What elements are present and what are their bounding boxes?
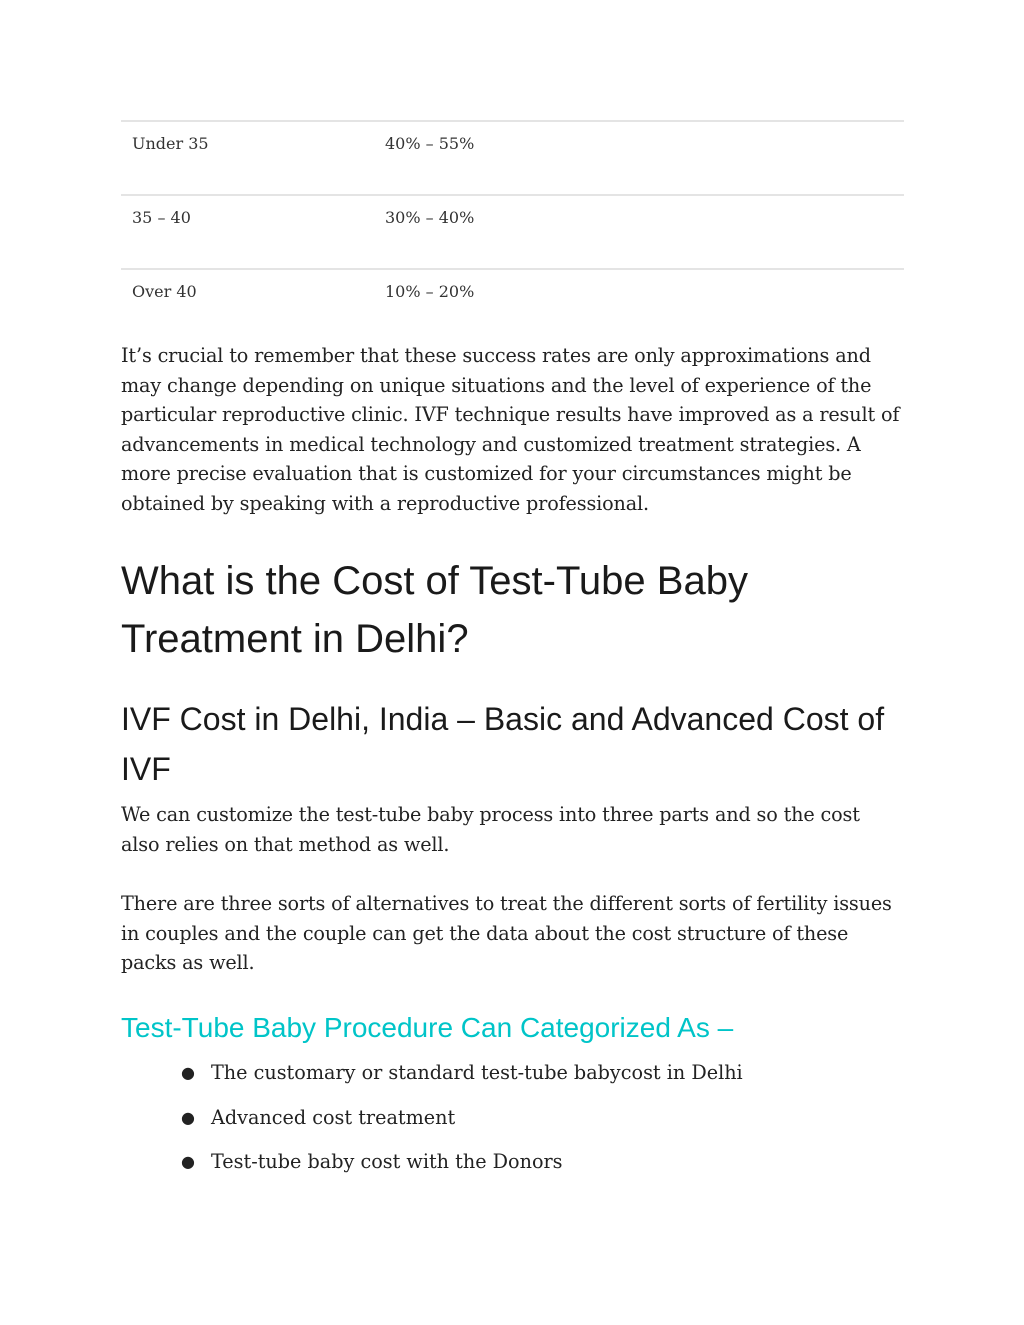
bullet-icon: ● [181, 1107, 195, 1127]
table-row [121, 195, 904, 269]
alternatives-paragraph: There are three sorts of alternatives to treat the different sorts of fertility issues in couples and the couple can get the data about the cost structure of these packs as well. [121, 892, 892, 975]
list-item [181, 1103, 743, 1148]
rate-cell: 30% – 40% [385, 208, 475, 227]
success-rate-note-paragraph: It’s crucial to remember that these success rates are only approximations and may change depending on unique situations and the level of experience of the particular reproductive clinic. IVF technique results have improved as a result of advancements in medical technology and customized treatment strategies. A more precise evaluation that is customized for your circumstances might be obtained by speaking with a reproductive professional. [121, 344, 900, 515]
list-item-text: Advanced cost treatment [211, 1105, 456, 1129]
customize-process-paragraph: We can customize the test-tube baby process into three parts and so the cost also relies on that method as well. [121, 803, 860, 856]
procedure-category-list [181, 1058, 743, 1192]
cost-heading: What is the Cost of Test-Tube Baby Treatment in Delhi? [121, 559, 748, 661]
ivf-cost-subheading: IVF Cost in Delhi, India – Basic and Advanced Cost of IVF [121, 701, 885, 787]
list-item [181, 1147, 743, 1192]
age-cell: Under 35 [132, 134, 209, 153]
rate-cell: 10% – 20% [385, 282, 475, 301]
age-cell: Over 40 [132, 282, 197, 301]
procedure-categories-heading: Test-Tube Baby Procedure Can Categorized As – [121, 1012, 734, 1043]
table-row [121, 121, 904, 195]
table-row [121, 269, 904, 343]
success-rate-table [121, 120, 904, 343]
rate-cell: 40% – 55% [385, 134, 475, 153]
age-cell: 35 – 40 [132, 208, 191, 227]
bullet-icon: ● [181, 1063, 195, 1082]
list-item-text: The customary or standard test-tube babycost in Delhi [211, 1061, 743, 1084]
bullet-icon: ● [181, 1152, 195, 1171]
list-item [181, 1058, 743, 1103]
list-item-text: Test-tube baby cost with the Donors [211, 1150, 563, 1173]
